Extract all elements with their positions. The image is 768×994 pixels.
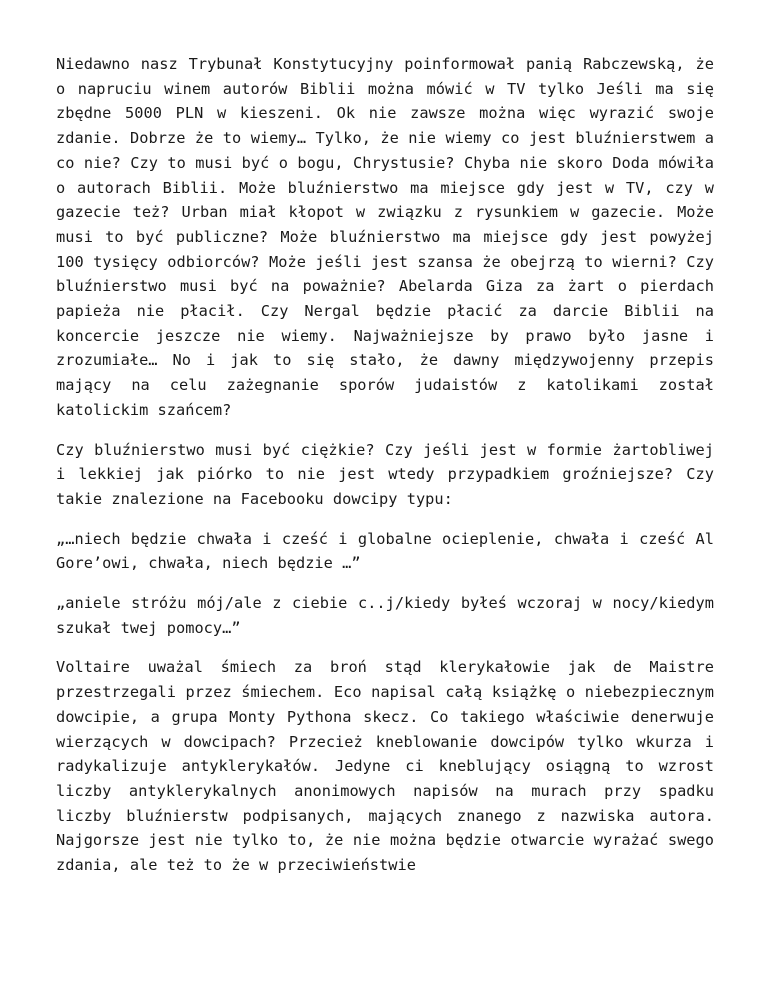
paragraph-intro: Niedawno nasz Trybunał Konstytucyjny poinformował panią Rabczewską, że o napruciu winem autorów Biblii można mówić w TV tylko Jeśli ma się zbędne 5000 PLN w kieszeni. Ok nie zawsze można więc wyrazić swoje zdanie. Dobrze że to wiemy… Tylko, że nie wiemy co jest bluźnierstwem a co nie? Czy to musi być o bogu, Chrystusie? Chyba nie skoro Doda mówiła o autorach Biblii. Może bluźnierstwo ma miejsce gdy jest w TV, czy w gazecie też? Urban miał kłopot w związku z rysunkiem w gazecie. Może musi to być publiczne? Może bluźnierstwo ma miejsce gdy jest powyżej 100 tysięcy odbiorców? Może jeśli jest szansa że obejrzą to wierni? Czy bluźnierstwo musi być na poważnie? Abelarda Giza za żart o pierdach papieża nie płacił. Czy Nergal będzie płacić za darcie Biblii na koncercie jeszcze nie wiemy. Najważniejsze by prawo było jasne i zrozumiałe… No i jak to się stało, że dawny międzywojenny przepis mający na celu zażegnanie sporów judaistów z katolikami został katolickim szańcem? — [56, 55, 714, 419]
quote-joke-1: „…niech będzie chwała i cześć i globalne ocieplenie, chwała i cześć Al Gore’owi, chwała, niech będzie …” — [56, 529, 714, 573]
quote-joke-2: „aniele stróżu mój/ale z ciebie c..j/kiedy byłeś wczoraj w nocy/kiedym szukał twej pomocy…” — [56, 594, 714, 637]
paragraph-voltaire: Voltaire uważal śmiech za broń stąd klerykałowie jak de Maistre przestrzegali przez śmiechem. Eco napisal całą książkę o niebezpiecznym dowcipie, a grupa Monty Pythona skecz. Co takiego właściwie denerwuje wierzących w dowcipach? Przecież kneblowanie dowcipów tylko wkurza i radykalizuje antyklerykałów. Jedyne ci kneblujący osiągną to wzrost liczby antyklerykalnych anonimowych napisów na murach przy spadku liczby bluźnierstw podpisanych, mających znanego z nazwiska autora. Najgorsze jest nie tylko to, że nie można będzie otwarcie wyrażać swego zdania, ale też to że w przeciwieństwie — [56, 658, 714, 875]
paragraph-questions: Czy bluźnierstwo musi być ciężkie? Czy jeśli jest w formie żartobliwej i lekkiej jak piórko to nie jest wtedy przypadkiem groźniejsze? Czy takie znalezione na Facebooku dowcipy typu: — [56, 440, 714, 508]
document-body — [56, 52, 714, 893]
